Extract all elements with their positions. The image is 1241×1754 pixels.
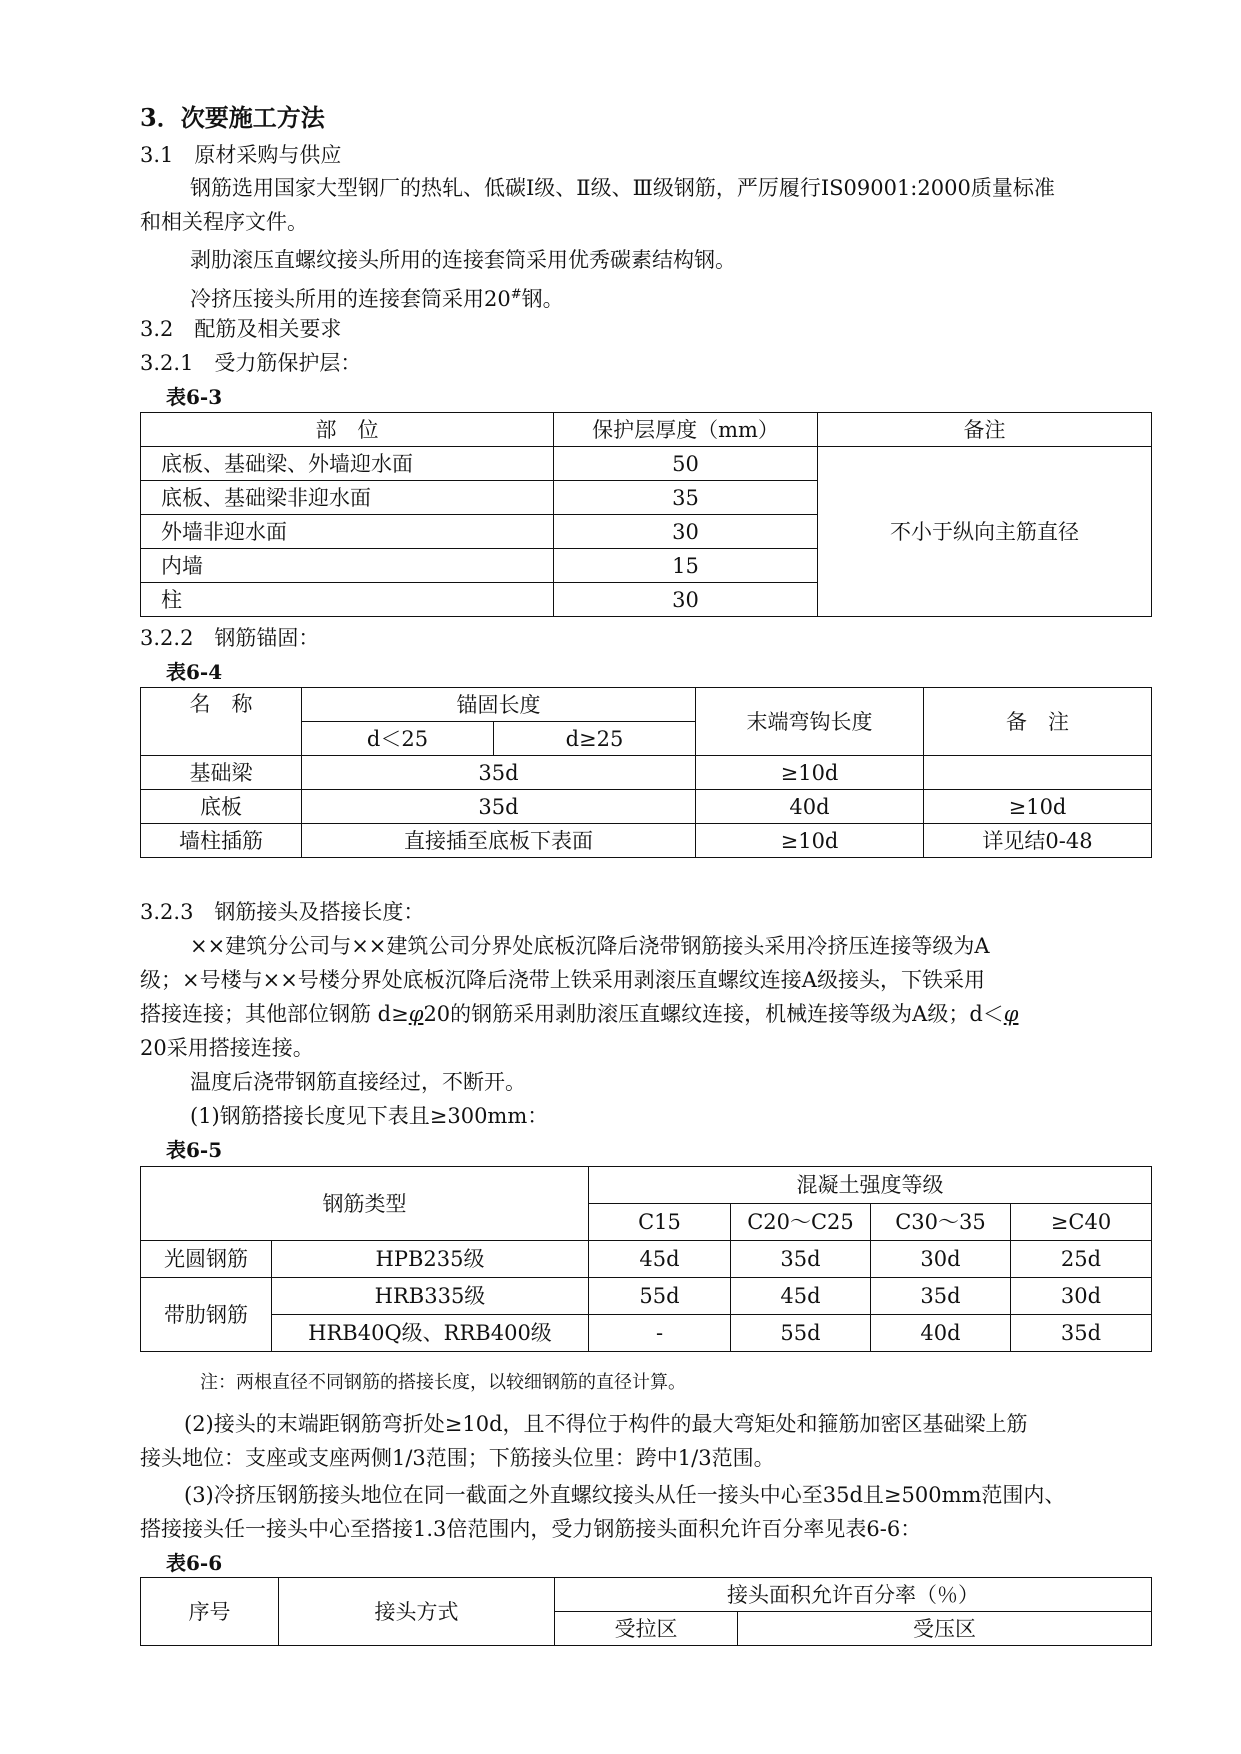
header-cell: 序号: [141, 1578, 279, 1646]
subsection-3-1: 3.1 原材采购与供应: [140, 143, 342, 167]
table-cell: 55d: [731, 1315, 871, 1352]
subsection-3-2: 3.2 配筋及相关要求: [140, 317, 342, 341]
header-cell: 锚固长度: [302, 688, 696, 722]
table-cell: -: [589, 1315, 731, 1352]
table-row: [141, 756, 1152, 790]
table-cell: ≥10d: [696, 824, 924, 858]
header-cell: 备注: [818, 413, 1152, 447]
header-cell: 名 称: [141, 688, 302, 756]
group-cell: 光圆钢筋: [141, 1241, 272, 1278]
paragraph-8a: (3)冷挤压钢筋接头地位在同一截面之外直螺纹接头从任一接头中心至35d且≥500mm范围内、: [184, 1483, 1066, 1507]
table-row: [141, 1578, 1152, 1612]
table-cell: ≥10d: [696, 756, 924, 790]
header-cell: C30～35: [871, 1204, 1011, 1241]
table-cell: HPB235级: [272, 1241, 589, 1278]
paragraph-3-pre: 冷挤压接头所用的连接套筒采用20: [190, 287, 511, 311]
table-6-6: [140, 1577, 1152, 1646]
table-row: [141, 1315, 1152, 1352]
header-cell: 备 注: [924, 688, 1152, 756]
paragraph-4c: [140, 1000, 1018, 1028]
table-cell: 35d: [1011, 1315, 1152, 1352]
subsection-3-2-3: 3.2.3 钢筋接头及搭接长度：: [140, 900, 425, 924]
table-cell: 30d: [1011, 1278, 1152, 1315]
table-cell: 35d: [302, 790, 696, 824]
table-6-4: [140, 687, 1152, 858]
header-cell: 接头面积允许百分率（％）: [555, 1578, 1152, 1612]
table-cell: 35d: [871, 1278, 1011, 1315]
phi-symbol-2: φ: [1003, 1002, 1019, 1026]
table-cell: 50: [554, 447, 818, 481]
header-cell: C20～C25: [731, 1204, 871, 1241]
table-6-3: [140, 412, 1152, 617]
table-cell: 35: [554, 481, 818, 515]
paragraph-7a: (2)接头的末端距钢筋弯折处≥10d，且不得位于构件的最大弯矩处和箍筋加密区基础梁上筋: [184, 1412, 1028, 1436]
header-cell: 保护层厚度（mm）: [554, 413, 818, 447]
paragraph-4c-part1: 搭接连接；其他部位钢筋 d≥: [140, 1002, 409, 1026]
table-cell: 40d: [696, 790, 924, 824]
paragraph-5: 温度后浇带钢筋直接经过，不断开。: [190, 1070, 526, 1094]
table-cell: 30: [554, 583, 818, 617]
subsection-3-2-2: 3.2.2 钢筋锚固：: [140, 626, 320, 650]
header-cell: 末端弯钩长度: [696, 688, 924, 756]
subsection-3-2-1: 3.2.1 受力筋保护层：: [140, 351, 362, 375]
remark-cell: 不小于纵向主筋直径: [818, 447, 1152, 617]
table-6-4-caption: 表6-4: [166, 660, 223, 684]
table-cell: 45d: [589, 1241, 731, 1278]
header-cell: ≥C40: [1011, 1204, 1152, 1241]
table-cell: [924, 756, 1152, 790]
table-cell: HRB335级: [272, 1278, 589, 1315]
table-6-6-caption: 表6-6: [166, 1551, 223, 1575]
section-heading: 3．次要施工方法: [140, 103, 325, 132]
table-cell: 30: [554, 515, 818, 549]
header-cell: d≥25: [494, 722, 696, 756]
header-cell: 混凝土强度等级: [589, 1167, 1152, 1204]
table-cell: 外墙非迎水面: [141, 515, 554, 549]
table-cell: 40d: [871, 1315, 1011, 1352]
header-cell: 钢筋类型: [141, 1167, 589, 1241]
table-cell: 35d: [731, 1241, 871, 1278]
header-cell: 接头方式: [279, 1578, 555, 1646]
header-cell: 部 位: [141, 413, 554, 447]
paragraph-4b: 级；×号楼与××号楼分界处底板沉降后浇带上铁采用剥滚压直螺纹连接A级接头，下铁采用: [140, 968, 985, 992]
header-cell: C15: [589, 1204, 731, 1241]
table-cell: 15: [554, 549, 818, 583]
table-cell: 45d: [731, 1278, 871, 1315]
table-cell: 底板、基础梁、外墙迎水面: [141, 447, 554, 481]
table-cell: HRB40Q级、RRB400级: [272, 1315, 589, 1352]
header-cell: 受拉区: [555, 1612, 738, 1646]
paragraph-3-sup: #: [510, 287, 522, 302]
table-cell: 内墙: [141, 549, 554, 583]
table-cell: ≥10d: [924, 790, 1152, 824]
paragraph-1a: 钢筋选用国家大型钢厂的热轧、低碳Ⅰ级、Ⅱ级、Ⅲ级钢筋，严厉履行IS09001:2000质量标准: [190, 176, 1055, 200]
table-row: [141, 1241, 1152, 1278]
table-cell: 底板、基础梁非迎水面: [141, 481, 554, 515]
paragraph-1b: 和相关程序文件。: [140, 210, 308, 234]
paragraph-6: (1)钢筋搭接长度见下表且≥300mm：: [190, 1104, 549, 1128]
table-row: [141, 447, 1152, 481]
table-cell: 直接插至底板下表面: [302, 824, 696, 858]
table-6-5-caption: 表6-5: [166, 1138, 223, 1162]
phi-symbol: φ: [408, 1002, 424, 1026]
table-cell: 底板: [141, 790, 302, 824]
table-cell: 55d: [589, 1278, 731, 1315]
table-row: [141, 1278, 1152, 1315]
table-cell: 详见结0-48: [924, 824, 1152, 858]
table-cell: 墙柱插筋: [141, 824, 302, 858]
table-6-5: [140, 1166, 1152, 1352]
table-cell: 25d: [1011, 1241, 1152, 1278]
paragraph-4d: 20采用搭接连接。: [140, 1036, 314, 1060]
paragraph-7b: 接头地位：支座或支座两侧1/3范围；下筋接头位里：跨中1/3范围。: [140, 1446, 775, 1470]
table-cell: 30d: [871, 1241, 1011, 1278]
table-cell: 柱: [141, 583, 554, 617]
table-row: [141, 824, 1152, 858]
table-row: [141, 413, 1152, 447]
paragraph-3-post: 钢。: [521, 287, 564, 311]
paragraph-4c-part2: 20的钢筋采用剥肋滚压直螺纹连接，机械连接等级为A级；d＜: [423, 1002, 1004, 1026]
paragraph-8b: 搭接接头任一接头中心至搭接1.3倍范围内，受力钢筋接头面积允许百分率见表6-6：: [140, 1517, 922, 1541]
table-row: [141, 688, 1152, 722]
table-6-5-note: 注：两根直径不同钢筋的搭接长度，以较细钢筋的直径计算。: [200, 1372, 686, 1393]
group-cell: 带肋钢筋: [141, 1278, 272, 1352]
header-cell: d＜25: [302, 722, 494, 756]
table-row: [141, 1167, 1152, 1204]
paragraph-2: 剥肋滚压直螺纹接头所用的连接套筒采用优秀碳素结构钢。: [190, 248, 736, 272]
paragraph-3: [190, 281, 564, 313]
table-cell: 35d: [302, 756, 696, 790]
header-cell: 受压区: [738, 1612, 1152, 1646]
paragraph-4a: ××建筑分公司与××建筑公司分界处底板沉降后浇带钢筋接头采用冷挤压连接等级为A: [190, 934, 990, 958]
table-row: [141, 790, 1152, 824]
table-cell: 基础梁: [141, 756, 302, 790]
table-6-3-caption: 表6-3: [166, 385, 223, 409]
